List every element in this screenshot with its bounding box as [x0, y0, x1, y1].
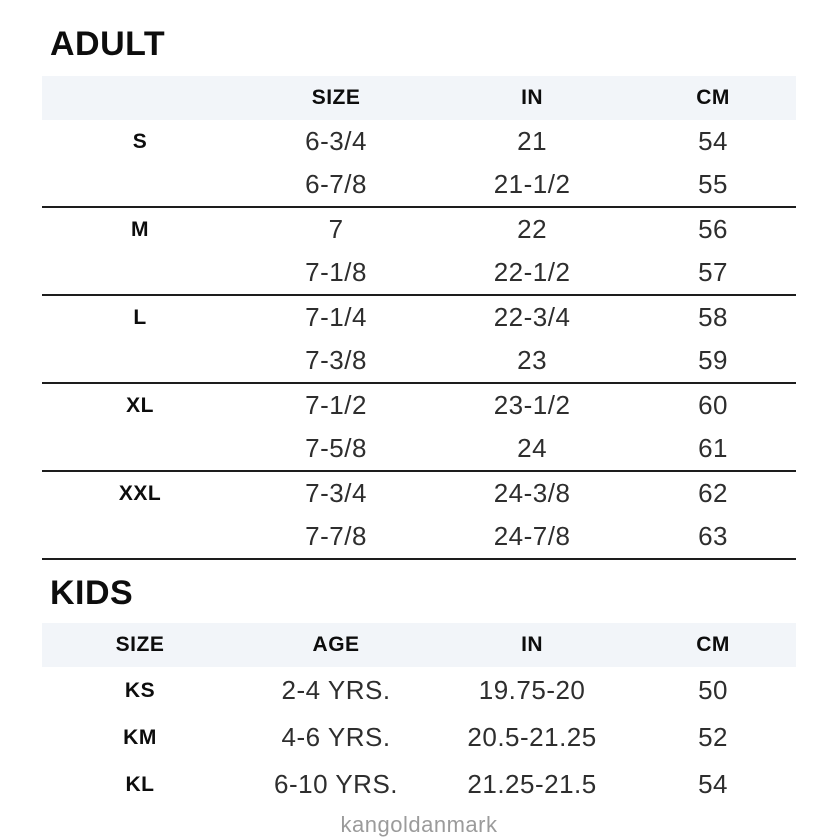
kids-header-in: IN [521, 633, 544, 656]
table-row [42, 714, 796, 761]
adult-group-m [42, 208, 796, 296]
watermark-text: kangoldanmark [340, 812, 498, 837]
adult-header-cm: CM [696, 86, 730, 109]
adult-row-label: XXL [118, 481, 162, 505]
adult-cell-in: 23-1/2 [493, 390, 571, 420]
table-row [42, 667, 796, 714]
adult-cell-size: 7-7/8 [305, 521, 367, 551]
table-row [42, 339, 796, 382]
adult-cell-in: 21-1/2 [493, 169, 571, 199]
adult-row-label: M [131, 217, 150, 241]
adult-group-xxl [42, 472, 796, 560]
kids-cell-cm: 52 [698, 722, 728, 752]
table-row [42, 384, 796, 427]
table-row [42, 208, 796, 251]
kids-header-age: AGE [312, 633, 360, 656]
adult-cell-cm: 58 [698, 302, 728, 332]
kids-row-label: KM [123, 725, 157, 749]
adult-cell-size: 7-1/8 [305, 257, 367, 287]
kids-cell-in: 21.25-21.5 [467, 769, 597, 799]
kids-size-table [42, 623, 796, 808]
adult-group-l [42, 296, 796, 384]
adult-section [42, 25, 796, 560]
kids-cell-cm: 54 [698, 769, 728, 799]
adult-cell-cm: 61 [698, 433, 728, 463]
adult-table-header-row [42, 76, 796, 120]
kids-table-header-row [42, 623, 796, 667]
adult-cell-in: 24 [517, 433, 548, 463]
adult-cell-size: 7-1/4 [305, 302, 367, 332]
adult-cell-cm: 54 [698, 126, 728, 156]
adult-cell-cm: 56 [698, 214, 728, 244]
adult-cell-size: 7 [328, 214, 344, 244]
adult-group-xl [42, 384, 796, 472]
table-row [42, 515, 796, 558]
adult-cell-in: 22-3/4 [493, 302, 571, 332]
table-row [42, 472, 796, 515]
adult-cell-cm: 57 [698, 257, 728, 287]
table-row [42, 427, 796, 470]
kids-header-size: SIZE [115, 633, 165, 656]
kids-row-label: KS [124, 678, 156, 702]
adult-row-label: XL [126, 393, 154, 417]
adult-group-s [42, 120, 796, 208]
adult-cell-size: 7-3/4 [305, 478, 367, 508]
adult-cell-cm: 62 [698, 478, 728, 508]
adult-cell-in: 24-7/8 [493, 521, 571, 551]
adult-cell-size: 6-3/4 [305, 126, 367, 156]
adult-cell-size: 7-3/8 [305, 345, 367, 375]
adult-section-title: ADULT [50, 25, 166, 63]
kids-cell-in: 20.5-21.25 [467, 722, 597, 752]
adult-cell-in: 23 [517, 345, 548, 375]
adult-cell-cm: 55 [698, 169, 728, 199]
kids-row-label: KL [125, 772, 155, 796]
table-row [42, 120, 796, 163]
kids-cell-cm: 50 [698, 675, 728, 705]
table-row [42, 163, 796, 206]
adult-row-label: L [133, 305, 147, 329]
kids-section-title: KIDS [50, 574, 134, 612]
adult-header-in: IN [521, 86, 544, 109]
adult-cell-in: 22-1/2 [493, 257, 571, 287]
adult-cell-size: 7-1/2 [305, 390, 367, 420]
table-row [42, 761, 796, 808]
adult-size-table [42, 76, 796, 560]
adult-cell-size: 6-7/8 [305, 169, 367, 199]
kids-cell-age: 4-6 YRS. [281, 722, 391, 752]
kids-cell-age: 6-10 YRS. [274, 769, 399, 799]
table-row [42, 251, 796, 294]
adult-cell-cm: 59 [698, 345, 728, 375]
kids-cell-age: 2-4 YRS. [281, 675, 391, 705]
table-row [42, 296, 796, 339]
kids-cell-in: 19.75-20 [478, 675, 586, 705]
adult-header-size: SIZE [311, 86, 361, 109]
adult-cell-cm: 63 [698, 521, 728, 551]
adult-cell-in: 24-3/8 [493, 478, 571, 508]
adult-cell-size: 7-5/8 [305, 433, 367, 463]
kids-section [42, 574, 796, 808]
adult-row-label: S [132, 129, 148, 153]
adult-cell-in: 22 [517, 214, 548, 244]
kids-header-cm: CM [696, 633, 730, 656]
adult-cell-cm: 60 [698, 390, 728, 420]
adult-cell-in: 21 [517, 126, 548, 156]
